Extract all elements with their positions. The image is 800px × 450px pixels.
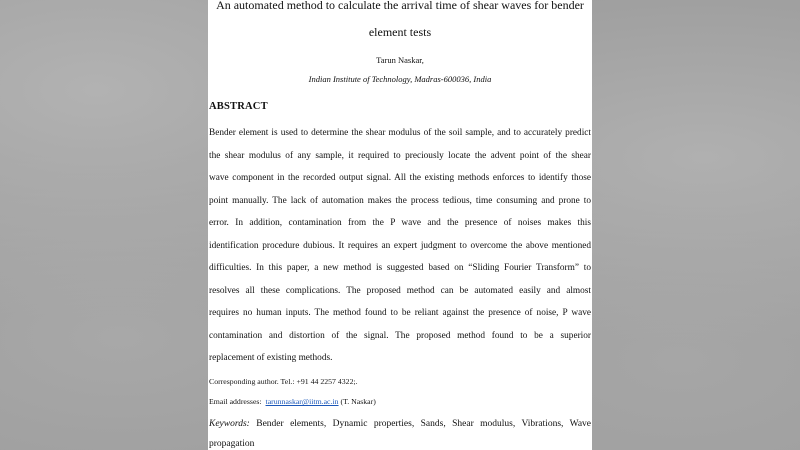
abstract-line: replacement of existing methods. bbox=[209, 353, 333, 363]
paper-page bbox=[208, 0, 592, 450]
author-affiliation: Indian Institute of Technology, Madras-600036, India bbox=[308, 74, 492, 84]
keywords-line-1 bbox=[209, 414, 591, 434]
email-label: Email addresses: bbox=[209, 397, 262, 406]
abstract-line: contamination and distortion of the signal. The proposed method found to be a superior bbox=[209, 330, 591, 341]
abstract-body bbox=[209, 122, 591, 370]
author-name: Tarun Naskar, bbox=[376, 55, 424, 65]
abstract-line: wave component in the recorded output signal. All the existing methods enforces to identify those bbox=[209, 173, 591, 183]
email-addresses bbox=[209, 397, 376, 406]
abstract-line: resolves all these complications. The proposed method can be automated easily and almost bbox=[209, 285, 591, 296]
abstract-line: Bender element is used to determine the shear modulus of the soil sample, and to accurately predict bbox=[209, 128, 591, 138]
abstract-line: difficulties. In this paper, a new method is suggested based on “Sliding Fourier Transform” to bbox=[209, 263, 591, 273]
keywords bbox=[209, 414, 591, 450]
abstract-heading: ABSTRACT bbox=[209, 101, 268, 112]
abstract-line: error. In addition, contamination from the P wave and the presence of noises makes this bbox=[209, 218, 591, 228]
corresponding-author-note: Corresponding author. Tel.: +91 44 2257 4322;. bbox=[209, 377, 358, 386]
abstract-line: identification procedure dubious. It requires an expert judgment to overcome the above mentioned bbox=[209, 240, 591, 251]
email-suffix: (T. Naskar) bbox=[340, 397, 376, 406]
abstract-line: point manually. The lack of automation makes the process tedious, time consuming and prone to bbox=[209, 195, 591, 206]
email-link[interactable]: tarunnaskar@iitm.ac.in bbox=[265, 397, 339, 406]
abstract-line: requires no human inputs. The method found to be reliant against the presence of noise, P wave bbox=[209, 308, 591, 318]
keywords-text-1: Bender elements, Dynamic properties, Sands, Shear modulus, Vibrations, Wave bbox=[256, 419, 592, 429]
abstract-line: the shear modulus of any sample, it required to preciously locate the advent point of the shear bbox=[209, 150, 591, 161]
keywords-label: Keywords: bbox=[209, 419, 250, 429]
keywords-line-2: propagation bbox=[209, 439, 255, 449]
paper-title-line-2: element tests bbox=[368, 25, 432, 39]
paper-title-line-1: An automated method to calculate the arrival time of shear waves for bender bbox=[216, 0, 584, 12]
